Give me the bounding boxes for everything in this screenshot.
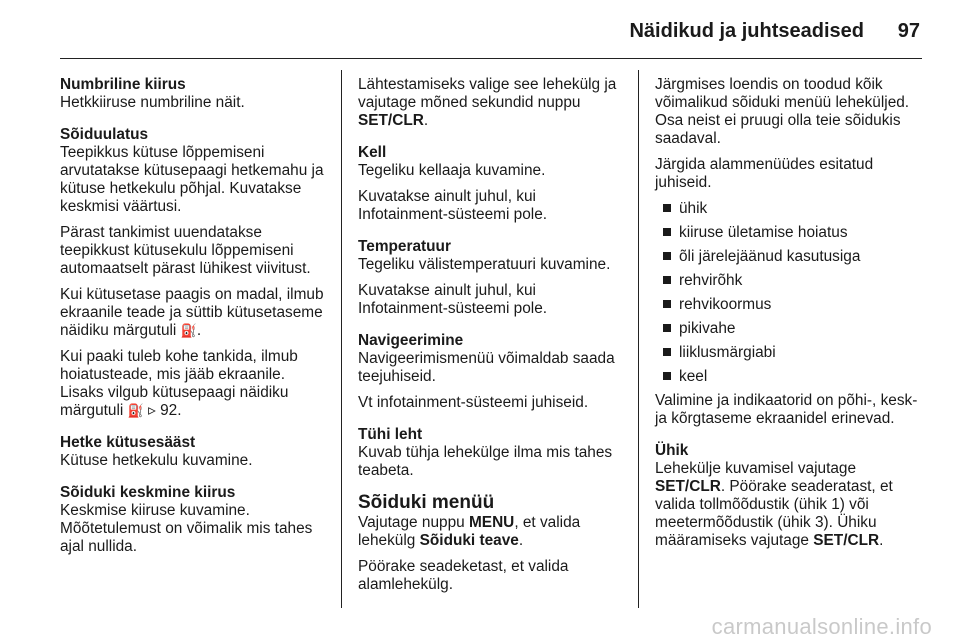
list-item: keel [663, 368, 927, 386]
paragraph: Pöörake seadeketast, et valida alamlehekülg. [358, 558, 569, 593]
heading-numeric-speed: Numbriline kiirus [60, 76, 186, 93]
paragraph: Teepikkus kütuse lõppemiseni arvutatakse kütusepaagi hetkemahu ja kütuse hetkekulu põhjal. Kuvatakse keskmisi väärtusi. [60, 144, 324, 215]
page-title: Näidikud ja juhtseadised [629, 20, 864, 42]
bullet-icon [663, 204, 671, 212]
paragraph: Vajutage nuppu MENU, et valida lehekülg Sõiduki teave. [358, 514, 581, 549]
bullet-icon [663, 252, 671, 260]
paragraph: Kuvab tühja lehekülge ilma mis tahes teabeta. [358, 444, 613, 479]
paragraph: Kuvatakse ainult juhul, kui Infotainment-süsteemi pole. [358, 282, 548, 317]
list-item: rehvikoormus [663, 296, 927, 314]
heading-range: Sõiduulatus [60, 126, 149, 143]
fuel-pump-icon: ⛽ [180, 323, 197, 338]
bullet-icon [663, 324, 671, 332]
list-item: ühik [663, 200, 927, 218]
vehicle-menu-list [655, 200, 927, 386]
bullet-icon [663, 348, 671, 356]
list-item: rehvirõhk [663, 272, 927, 290]
paragraph: Järgida alammenüüdes esitatud juhiseid. [655, 156, 874, 191]
paragraph: Tegeliku kellaaja kuvamine. [358, 162, 546, 179]
paragraph: Mõõtetulemust on võimalik mis tahes ajal nullida. [60, 520, 313, 555]
bullet-icon [663, 372, 671, 380]
column-divider-2 [638, 70, 639, 608]
paragraph: Keskmise kiiruse kuvamine. [60, 502, 250, 519]
list-item: liiklusmärgiabi [663, 344, 927, 362]
heading-temperature: Temperatuur [358, 238, 451, 255]
list-item: kiiruse ületamise hoiatus [663, 224, 927, 242]
paragraph: Kui paaki tuleb kohe tankida, ilmub hoiatusteade, mis jääb ekraanile. Lisaks vilgub kütusepaagi näidiku märgutuli ⛽ ▹ 92. [60, 348, 298, 419]
paragraph: Lehekülje kuvamisel vajutage SET/CLR. Pöörake seaderatast, et valida tollmõõdustik (ühik 1) või meetermõõdustik (ühik 3). Ühiku määramiseks vajutage SET/CLR. [655, 460, 893, 549]
column-3 [655, 76, 927, 558]
fuel-pump-icon: ⛽ [127, 403, 144, 418]
page-header [0, 0, 960, 62]
paragraph: Kuvatakse ainult juhul, kui Infotainment-süsteemi pole. [358, 188, 548, 223]
paragraph: Tegeliku välistemperatuuri kuvamine. [358, 256, 611, 273]
paragraph: Navigeerimismenüü võimaldab saada teejuhiseid. [358, 350, 615, 385]
page-number: 97 [897, 20, 920, 42]
bullet-icon [663, 276, 671, 284]
paragraph: Pärast tankimist uuendatakse teepikkust kütusekulu lõppemiseni automaatselt pärast lühikest viivitust. [60, 224, 311, 277]
paragraph: Hetkkiiruse numbriline näit. [60, 94, 245, 111]
page-ref-arrow-icon: ▹ [148, 402, 156, 419]
column-divider-1 [341, 70, 342, 608]
heading-average-speed: Sõiduki keskmine kiirus [60, 484, 236, 501]
paragraph: Kui kütusetase paagis on madal, ilmub ekraanile teade ja süttib kütusetaseme näidiku märgutuli ⛽. [60, 286, 324, 339]
heading-blank-page: Tühi leht [358, 426, 423, 443]
column-2 [358, 76, 628, 602]
heading-clock: Kell [358, 144, 387, 161]
heading-unit: Ühik [655, 442, 689, 459]
list-item: pikivahe [663, 320, 927, 338]
bullet-icon [663, 228, 671, 236]
paragraph: Lähtestamiseks valige see lehekülg ja vajutage mõned sekundid nuppu SET/CLR. [358, 76, 617, 129]
list-item: õli järelejäänud kasutusiga [663, 248, 927, 266]
column-1 [60, 76, 328, 564]
heading-vehicle-menu: Sõiduki menüü [358, 492, 495, 513]
header-divider [60, 58, 922, 59]
paragraph: Järgmises loendis on toodud kõik võimalikud sõiduki menüü leheküljed. Osa neist ei pruugi olla teie sõidukis saadaval. [655, 76, 910, 147]
bullet-icon [663, 300, 671, 308]
paragraph: Vt infotainment-süsteemi juhiseid. [358, 394, 589, 411]
watermark: carmanualsonline.info [711, 614, 932, 639]
heading-instant-consumption: Hetke kütusesääst [60, 434, 196, 451]
heading-navigation: Navigeerimine [358, 332, 464, 349]
paragraph: Valimine ja indikaatorid on põhi-, kesk- ja kõrgtaseme ekraanidel erinevad. [655, 392, 918, 427]
paragraph: Kütuse hetkekulu kuvamine. [60, 452, 253, 469]
